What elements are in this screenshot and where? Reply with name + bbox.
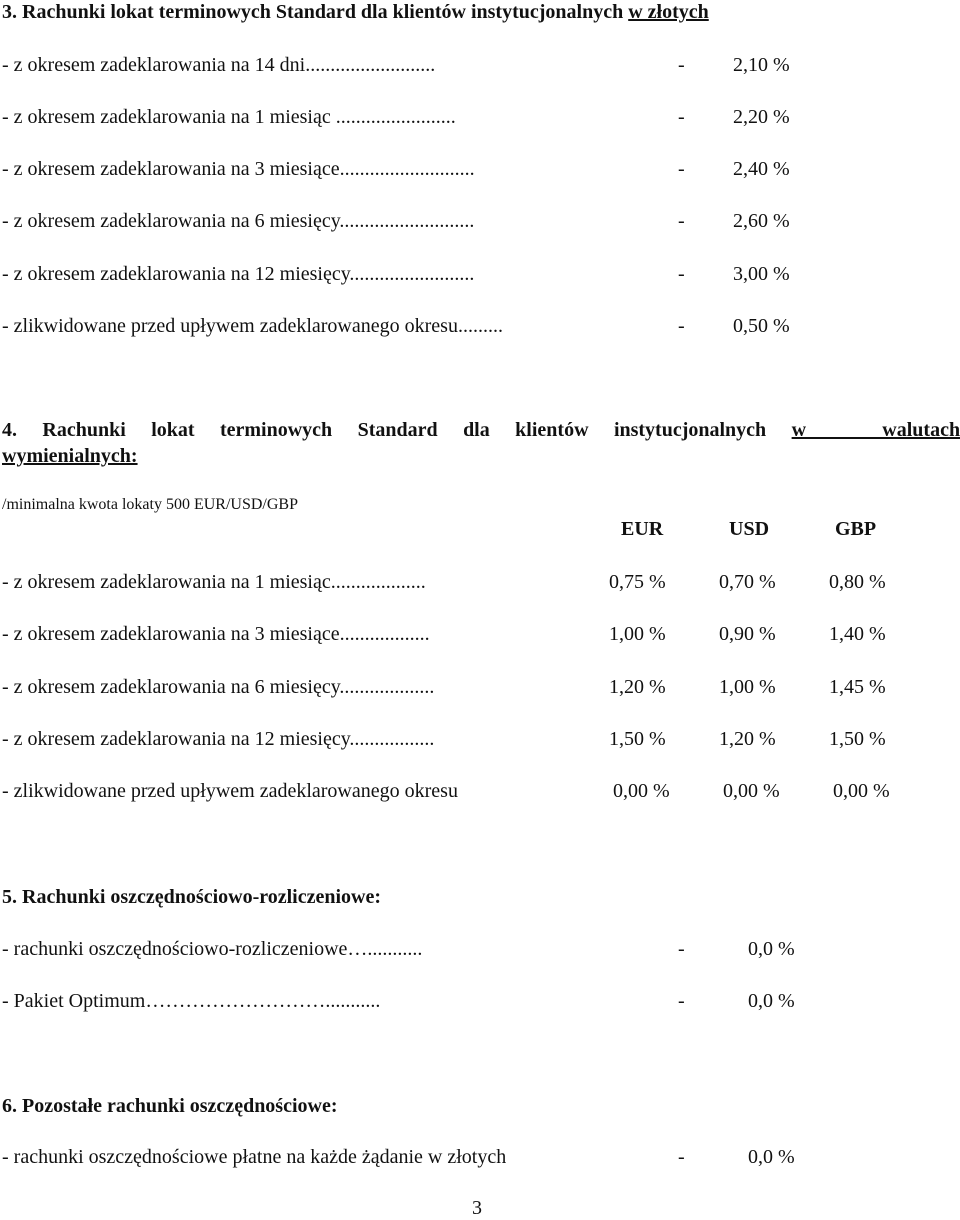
section4-title-word: dla: [463, 419, 490, 441]
section4-usd-value: 1,20 %: [719, 728, 776, 750]
section4-usd-value: 0,70 %: [719, 571, 776, 593]
section3-row-dash: -: [678, 106, 685, 128]
section4-eur-value: 1,20 %: [609, 676, 666, 698]
section5-row-value: 0,0 %: [748, 990, 795, 1012]
section3-row-dash: -: [678, 315, 685, 337]
column-header-usd: USD: [729, 518, 770, 540]
section3-title-underlined: w złotych: [628, 1, 709, 23]
column-header-gbp: GBP: [835, 518, 877, 540]
section4-row-label: - z okresem zadeklarowania na 1 miesiąc...................: [2, 571, 426, 593]
column-header-eur: EUR: [621, 518, 664, 540]
section5-row-label: - Pakiet Optimum………………………...........: [2, 990, 381, 1012]
section5-title: 5. Rachunki oszczędnościowo-rozliczeniowe:: [2, 886, 382, 908]
section4-title-word: instytucjonalnych: [613, 419, 767, 441]
section6-row-value: 0,0 %: [748, 1146, 795, 1168]
section4-title-line2: wymienialnych:: [2, 445, 138, 467]
section4-row-label: - zlikwidowane przed upływem zadeklarowanego okresu: [2, 780, 458, 802]
section4-row-label: - z okresem zadeklarowania na 3 miesiące..................: [2, 623, 430, 645]
section3-row-label: - z okresem zadeklarowania na 14 dni..........................: [2, 54, 436, 76]
section3-title-text: 3. Rachunki lokat terminowych Standard dla klientów instytucjonalnych: [2, 1, 629, 23]
section3-row-value: 3,00 %: [733, 263, 790, 285]
section4-gbp-value: 1,50 %: [829, 728, 886, 750]
section4-row-label: - z okresem zadeklarowania na 6 miesięcy...................: [2, 676, 435, 698]
section5-row-value: 0,0 %: [748, 938, 795, 960]
section4-eur-value: 1,00 %: [609, 623, 666, 645]
section4-title-word-underlined: w walutach: [791, 419, 960, 441]
section3-row-dash: -: [678, 210, 685, 232]
section4-eur-value: 0,75 %: [609, 571, 666, 593]
section3-row-label: - z okresem zadeklarowania na 3 miesiące...........................: [2, 158, 475, 180]
page-number: 3: [472, 1197, 482, 1219]
section6-row-dash: -: [678, 1146, 685, 1168]
section4-usd-value: 1,00 %: [719, 676, 776, 698]
section4-gbp-value: 0,00 %: [833, 780, 890, 802]
section3-row-dash: -: [678, 263, 685, 285]
section4-title-word: 4.: [2, 419, 17, 441]
section4-title-word: klientów: [515, 419, 589, 441]
section5-row-label: - rachunki oszczędnościowo-rozliczeniowe…...........: [2, 938, 423, 960]
section4-title-word: terminowych: [219, 419, 333, 441]
section3-title: [2, 1, 709, 24]
section4-gbp-value: 0,80 %: [829, 571, 886, 593]
section3-row-value: 0,50 %: [733, 315, 790, 337]
section6-row-label: - rachunki oszczędnościowe płatne na każde żądanie w złotych: [2, 1146, 507, 1168]
section4-eur-value: 0,00 %: [613, 780, 670, 802]
section3-row-dash: -: [678, 158, 685, 180]
section4-gbp-value: 1,45 %: [829, 676, 886, 698]
section3-row-label: - z okresem zadeklarowania na 6 miesięcy...........................: [2, 210, 475, 232]
section4-row-label: - z okresem zadeklarowania na 12 miesięcy.................: [2, 728, 435, 750]
section4-eur-value: 1,50 %: [609, 728, 666, 750]
section5-row-dash: -: [678, 938, 685, 960]
section4-gbp-value: 1,40 %: [829, 623, 886, 645]
section5-row-dash: -: [678, 990, 685, 1012]
section3-row-label: - z okresem zadeklarowania na 1 miesiąc ........................: [2, 106, 456, 128]
section3-row-label: - zlikwidowane przed upływem zadeklarowanego okresu.........: [2, 315, 503, 337]
section3-row-label: - z okresem zadeklarowania na 12 miesięcy.........................: [2, 263, 475, 285]
section3-row-value: 2,40 %: [733, 158, 790, 180]
section3-row-value: 2,20 %: [733, 106, 790, 128]
section3-row-value: 2,10 %: [733, 54, 790, 76]
section4-title-word: Rachunki: [42, 419, 126, 441]
section4-title-word: Standard: [357, 419, 438, 441]
section4-note: /minimalna kwota lokaty 500 EUR/USD/GBP: [2, 496, 298, 513]
section3-row-value: 2,60 %: [733, 210, 790, 232]
section4-usd-value: 0,90 %: [719, 623, 776, 645]
section4-title-line1: [2, 417, 960, 443]
section4-title-word: lokat: [151, 419, 195, 441]
section6-title: 6. Pozostałe rachunki oszczędnościowe:: [2, 1095, 338, 1117]
section3-row-dash: -: [678, 54, 685, 76]
section4-usd-value: 0,00 %: [723, 780, 780, 802]
